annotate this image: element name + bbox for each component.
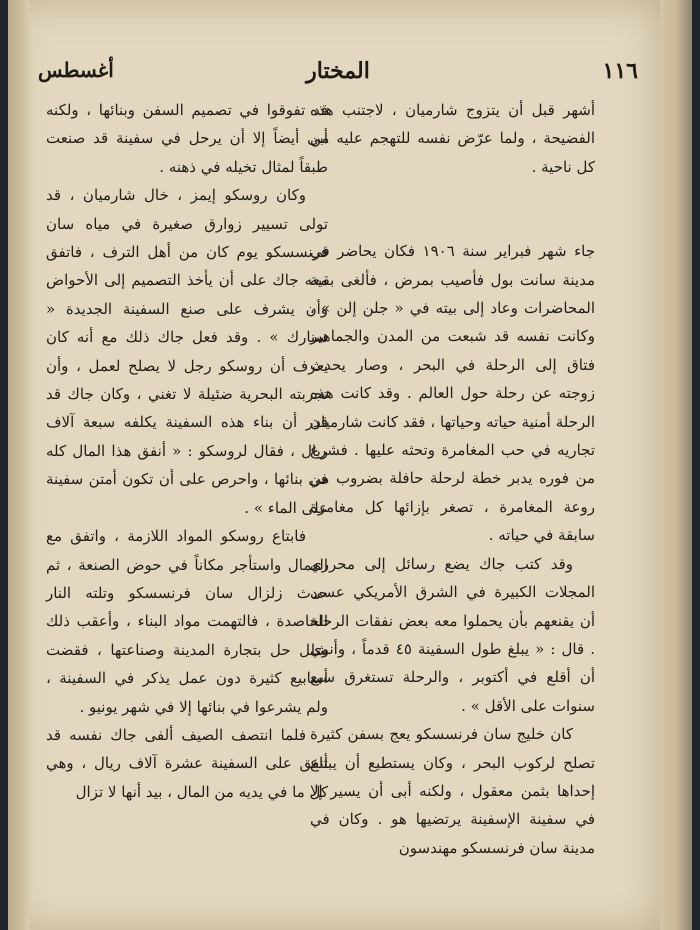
paragraph: كان خليج سان فرنسسكو يعج بسفن كثيرة تصلح لركوب البحر ، وكان يستطيع أن يبتاع إحداها بثمن معقول ، ولكنه أبى أن يسير إلا في سفينة الإسفينة يرتضيها هو . وكان في مدينة سان فرنسسكو مهندسون <box>310 725 595 857</box>
running-header <box>38 58 638 92</box>
magazine-title: المختار <box>306 58 370 84</box>
paragraph: فلما انتصف الصيف ألفى جاك نفسه قد أنفق على السفينة عشرة آلاف ريال ، وهي كل ما في يديه من المال ، بيد أنها لا تزال <box>46 725 328 801</box>
paragraph: أشهر قبل أن يتزوج شارميان ، لاجتنب هذه الفضيحة ، ولما عرّض نفسه للتهجم عليه من كل ناحية . <box>310 101 595 176</box>
paragraph: وقد كتب جاك يضع رسائل إلى محرري المجلات الكبيرة في الشرق الأمريكي عسى أن يقنعهم بأن يحملوا معه بعض نفقات الرحلة . قال : « يبلغ طول السفينة ٤٥ قدماً ، وأنوي أن أقلع في أكتوبر ، والرحلة تستغرق سبع سنوات على الأقل » . <box>310 554 595 715</box>
issue-month: أغسطس <box>38 58 114 82</box>
paragraph: وكان روسكو إيمز ، خال شارميان ، قد تولى تسيير زوارق صغيرة في مياه سان فرنسسكو يوم كان من أهل الترف ، فاتفق معه جاك على أن يأخذ التصميم إلى الأحواض وأن يشرف على صنع السفينة الجديدة « سنارك » . وقد فعل جاك ذلك مع أنه كان يعرف أن روسكو رجل لا يصلح لعمل ، وأن تجربته البحرية ضئيلة لا تغني ، وكان جاك قد قدر أن بناء هذه السفينة يكلفه سبعة آلاف ريال ، فقال لروسكو : « أنفق هذا المال كله في بنائها ، واحرص على أن تكون أمتن سفينة على الماء » . <box>46 186 328 517</box>
paragraph: قد تفوقوا في تصميم السفن وبنائها ، ولكنه أبى أيضاً إلا أن يرحل في سفينة قد صنعت طبقاً لمثال تخيله في ذهنه . <box>46 101 328 176</box>
page-number: ١١٦ <box>602 58 638 84</box>
left-column <box>46 96 328 806</box>
page-gutter <box>8 0 30 930</box>
paragraph: فابتاع روسكو المواد اللازمة ، واتفق مع العمال واستأجر مكاناً في حوض الصنعة ، ثم حدث زلزال سان فرنسسكو وتلته النار الحاصدة ، فالتهمت مواد البناء ، وأعقب ذلك شلل حل بتجارة المدينة وصناعتها ، فقضت أسابيع كثيرة دون عمل يذكر في السفينة ، ولم يشرعوا في بنائها إلا في شهر يونيو . <box>46 527 328 716</box>
paragraph: جاء شهر فبراير سنة ١٩٠٦ فكان يحاضر في مدينة سانت بول فأصيب بمرض ، فألغى بقية المحاضرات وعاد إلى بيته في « جلن إلن » ، وكانت نفسه قد شبعت من المدن والجماهير فتاق إلى الرحلة في البحر ، وصار يحدث زوجته عن رحلة حول العالم . وقد كانت هذه الرحلة أمنية حياته وحياتها ، فقد كانت شارميان تجاريه في حب المغامرة وتحثه عليها . فشرع من فوره يدبر خطة لرحلة حافلة بضروب من روعة المغامرة ، تصغر بإزائها كل مغامرة سابقة في حياته . <box>310 242 595 545</box>
book-page <box>8 0 660 930</box>
right-column <box>310 96 595 862</box>
